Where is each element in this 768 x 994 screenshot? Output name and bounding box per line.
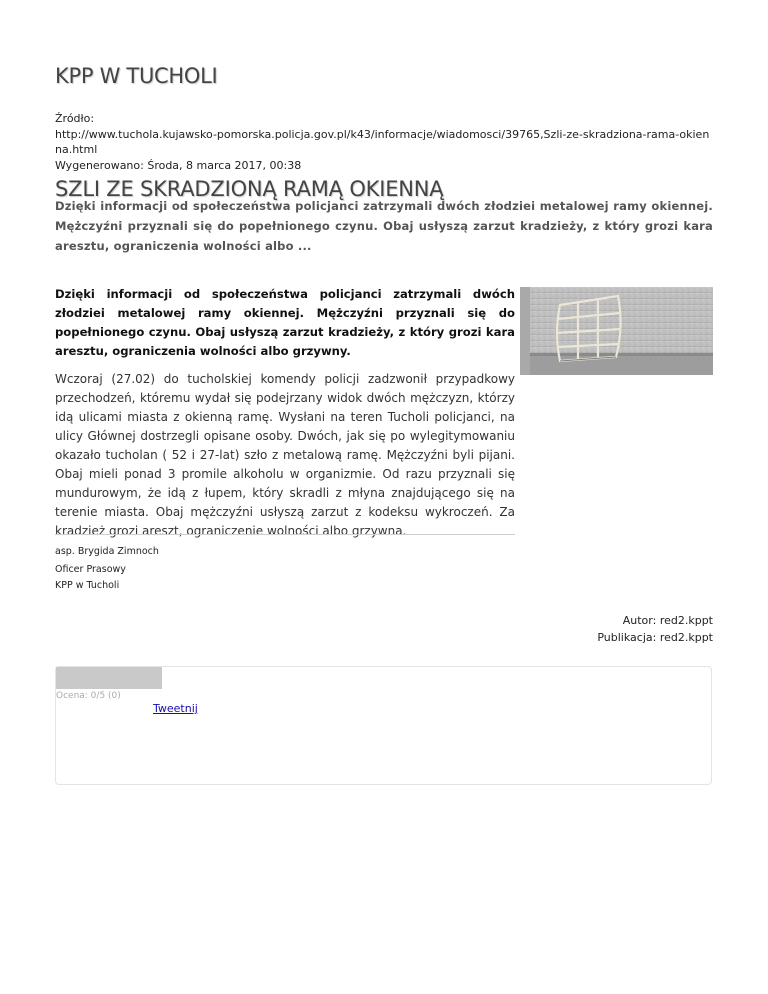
site-title: KPP W TUCHOLI	[55, 64, 218, 88]
rating-box	[55, 666, 712, 785]
article-title: SZLI ZE SKRADZIONĄ RAMĄ OKIENNĄ	[55, 177, 444, 201]
rating-stars[interactable]	[56, 667, 162, 689]
publication: Publikacja: red2.kppt	[597, 631, 713, 644]
article-lead-full: Dzięki informacji od społeczeństwa policjanci zatrzymali dwóch złodziei metalowej ramy okiennej. Mężczyźni przyznali się do popełnionego czynu. Obaj usłyszą zarzut kradzieży, z który grozi kara aresztu, ograniczenia wolności albo grzywny.	[55, 287, 515, 358]
signature-name: asp. Brygida Zimnoch	[55, 546, 159, 557]
window-frame-photo-image	[520, 287, 713, 375]
signature-unit: KPP w Tucholi	[55, 580, 120, 591]
article-lead: Dzięki informacji od społeczeństwa policjanci zatrzymali dwóch złodziei metalowej ramy okiennej. Mężczyźni przyznali się do popełnionego czynu. Obaj usłyszą zarzut kradzieży, z który grozi kara aresztu, ograniczenia wolności albo ...	[55, 199, 713, 253]
author: Autor: red2.kppt	[622, 614, 713, 627]
article-body: Wczoraj (27.02) do tucholskiej komendy policji zadzwonił przypadkowy przechodzeń, któremu wydał się podejrzany widok dwóch mężczyzn, którzy idą ulicami miasta z okienną ramę. Wysłani na teren Tucholi policjanci, na ulicy Głównej dostrzegli opisane osoby. Dwóch, jak się po wylegitymowaniu okazało tucholan ( 52 i 27-lat) szło z metalową ramę. Mężczyźni byli pijani. Obaj mieli ponad 3 promile alkoholu w organizmie. Od razu przyznali się mundurowym, że idą z łupem, który skradli z młyna znajdującego się na terenie miasta. Obaj mężczyźni usłyszą zarzut z kodeksu wykroczeń. Za kradzież grozi areszt, ograniczenie wolności albo grzywna.	[55, 372, 515, 538]
divider	[55, 534, 515, 535]
source-label: Źródło:	[55, 112, 95, 125]
source-block	[55, 111, 715, 173]
tweet-link[interactable]: Tweetnij	[153, 702, 198, 715]
source-url: http://www.tuchola.kujawsko-pomorska.policja.gov.pl/k43/informacje/wiadomosci/39765,Szli-ze-skradziona-rama-okienna.html	[55, 127, 710, 156]
author-block	[597, 612, 713, 646]
generated-date: Wygenerowano: Środa, 8 marca 2017, 00:38	[55, 158, 302, 172]
rating-label: Ocena: 0/5 (0)	[56, 691, 121, 701]
signature-role: Oficer Prasowy	[55, 564, 126, 575]
article-photo	[520, 287, 713, 375]
